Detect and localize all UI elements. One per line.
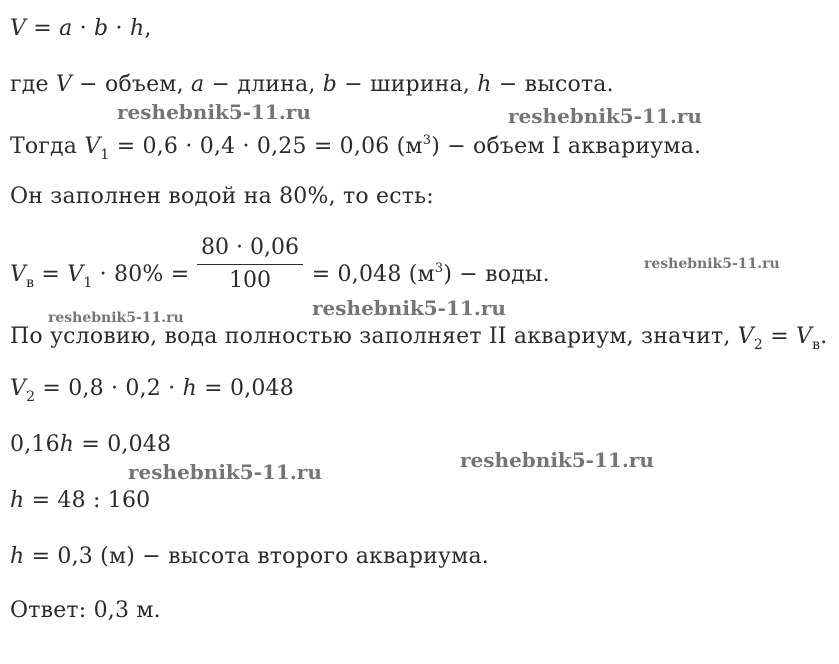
equation-division: h = 48 : 160 <box>10 488 151 513</box>
fraction-denominator: 100 <box>229 268 271 293</box>
watermark: reshebnik5-11.ru <box>117 100 311 124</box>
watermark: reshebnik5-11.ru <box>312 296 506 320</box>
watermark: reshebnik5-11.ru <box>460 448 654 472</box>
answer: Ответ: 0,3 м. <box>10 598 161 623</box>
watermark: reshebnik5-11.ru <box>508 104 702 128</box>
watermark: reshebnik5-11.ru <box>48 310 184 326</box>
fraction <box>197 234 303 295</box>
height-result: h = 0,3 (м) − высота второго аквариума. <box>10 544 489 569</box>
equation-v2: $V_2 = 0,8 \cdot 0,2 \cdot h = 0,048$ <box>10 376 294 405</box>
water-volume-equation: $V_в = V_1 \cdot 80\%$ = = 0,048 $(м^3)$ − воды. <box>10 261 550 291</box>
filled-percentage-text: Он заполнен водой на 80%, то есть: <box>10 184 434 209</box>
variable-definitions: где V − объем, a − длина, b − ширина, h − высота. <box>10 72 614 97</box>
equation-simplified: 0,16h = 0,048 <box>10 432 172 457</box>
volume-first-aquarium: Тогда $V_1 = 0,6 \cdot 0,4 \cdot 0,25 = 0,06$ $(м^3)$ − объем I аквариума. <box>10 133 702 163</box>
condition-second-aquarium: По условию, вода полностью заполняет II аквариум, значит, $V_2 = V_в$. <box>10 324 828 353</box>
fraction-bar <box>197 264 303 265</box>
formula-volume: V = a · b · h, <box>10 16 152 41</box>
fraction-numerator: 80 · 0,06 <box>201 235 299 260</box>
watermark: reshebnik5-11.ru <box>128 460 322 484</box>
watermark: reshebnik5-11.ru <box>644 256 780 272</box>
